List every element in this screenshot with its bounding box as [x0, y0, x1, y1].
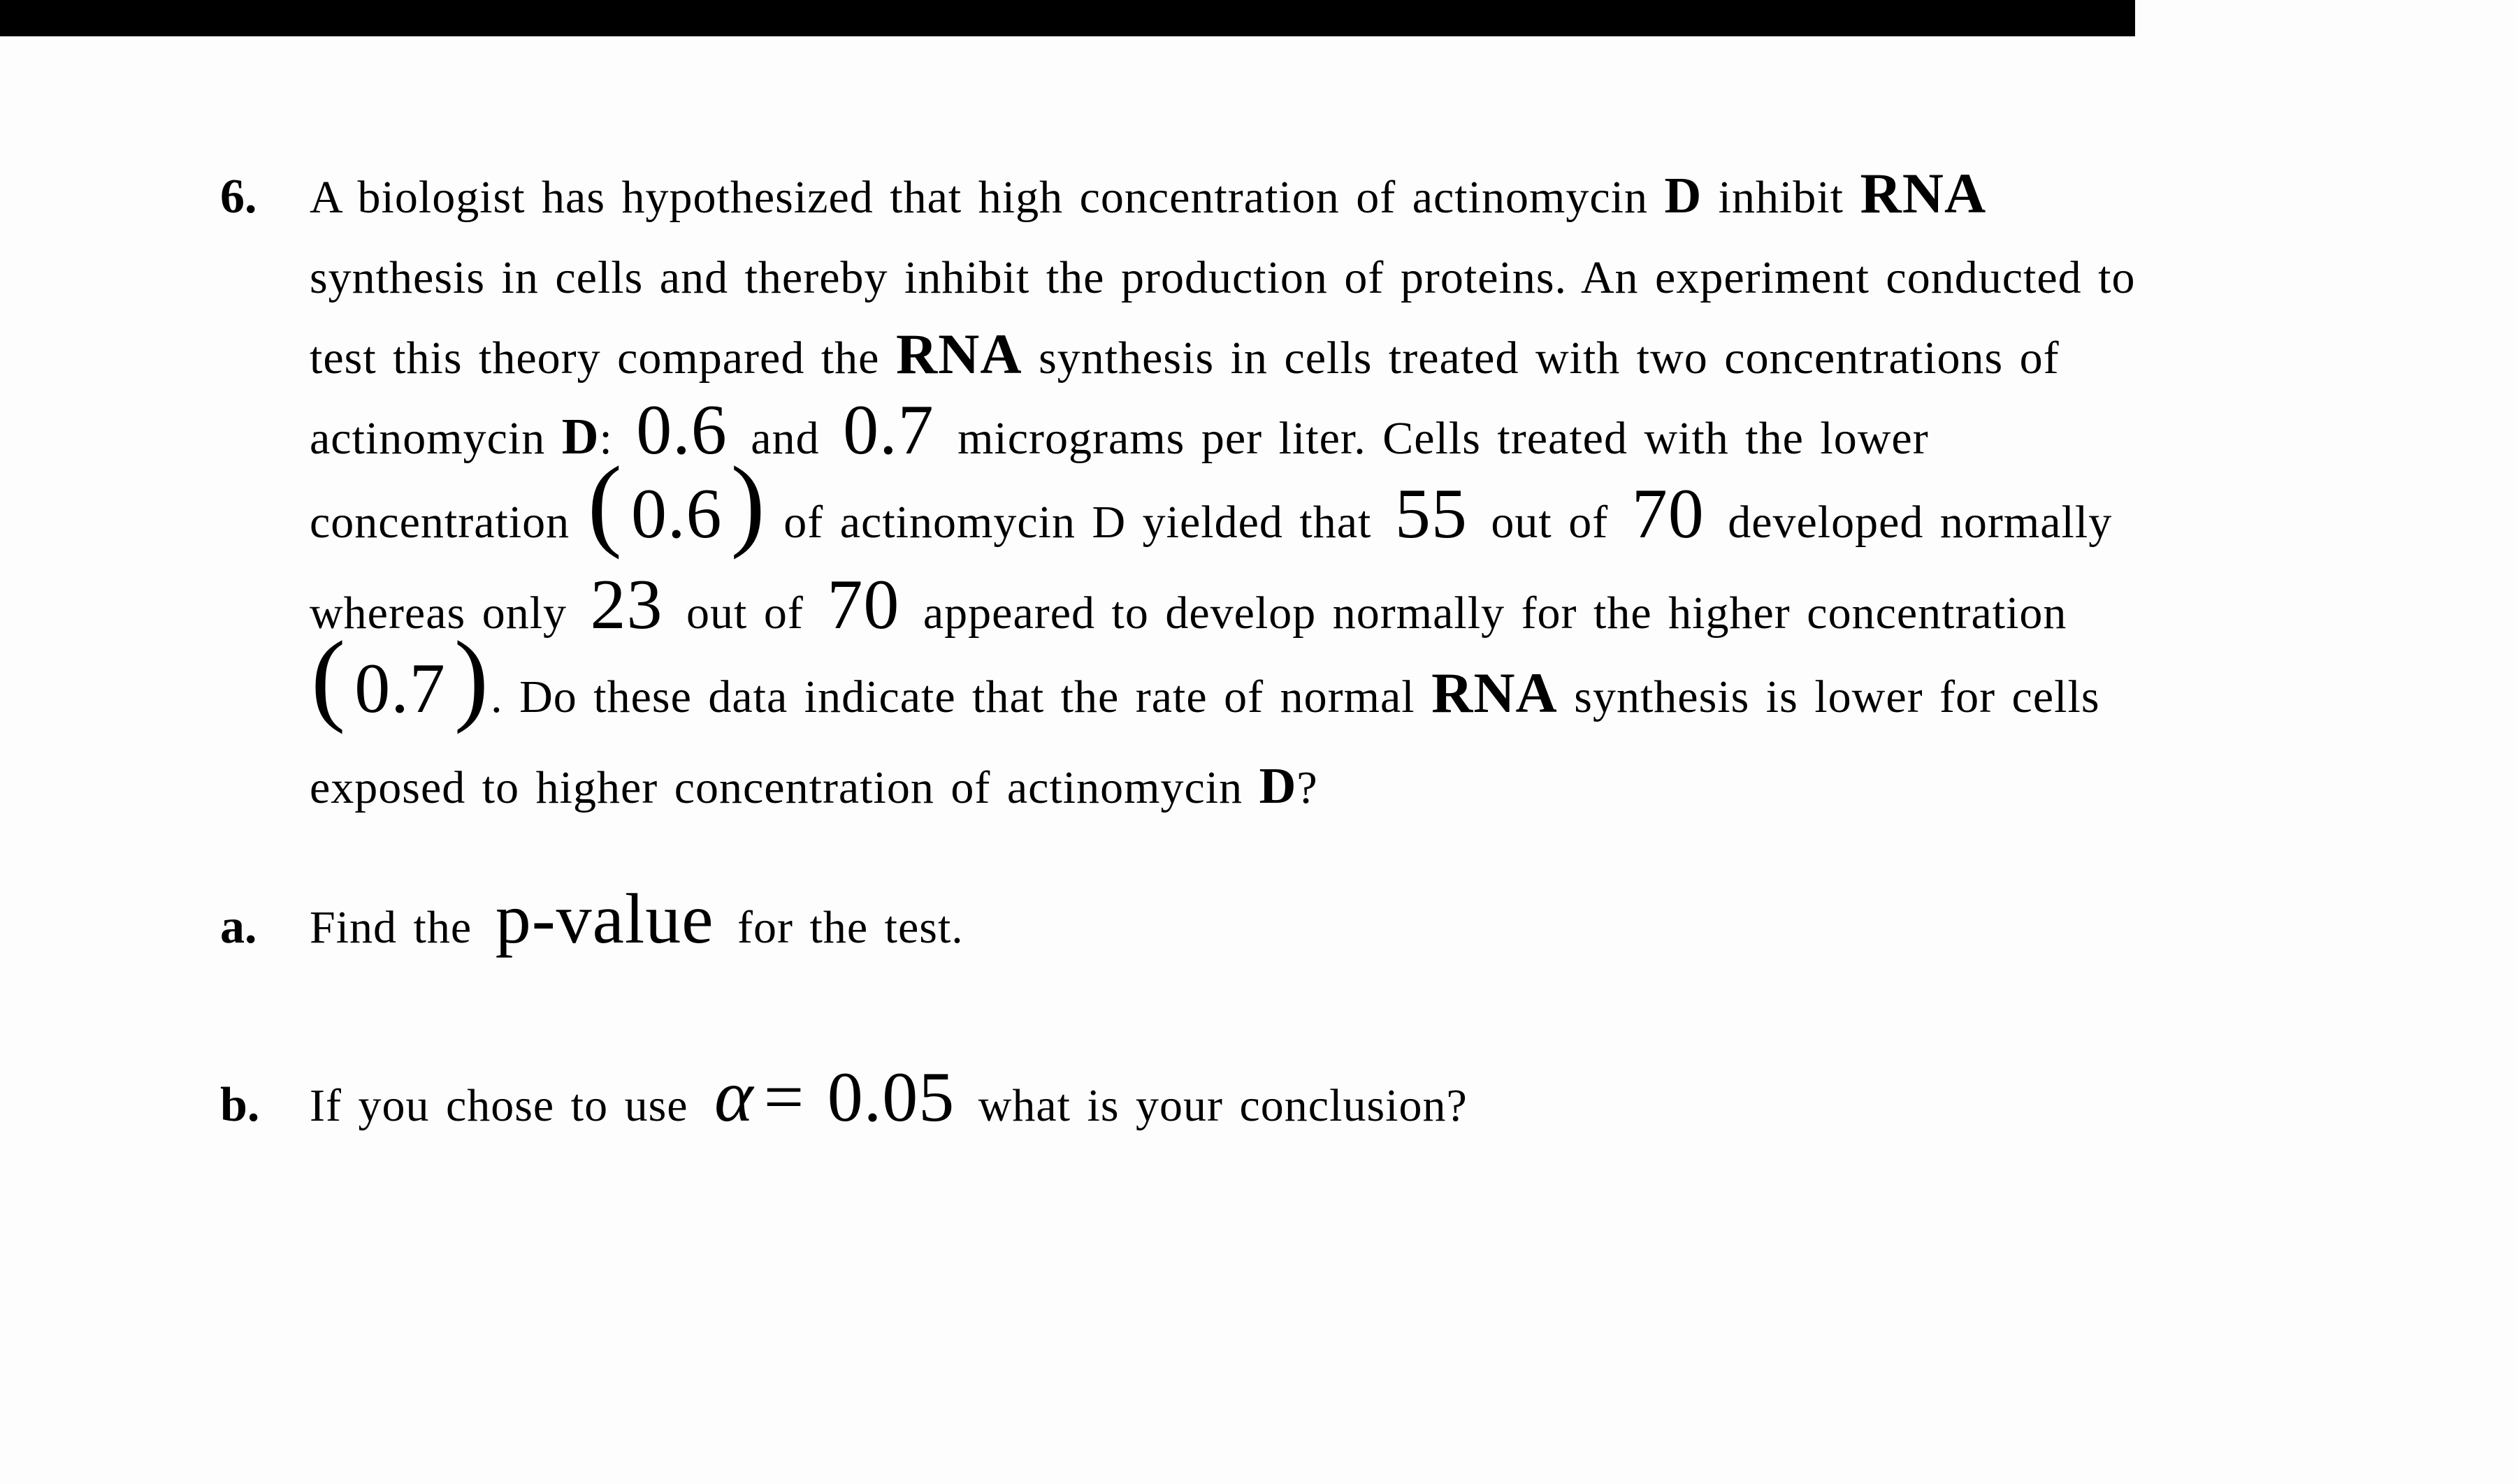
body-text-run: . Do these data indicate that the rate of normal	[491, 671, 1432, 722]
body-text-run: and	[734, 413, 837, 464]
bold-term-run: D	[1664, 167, 1702, 224]
body-text-run: actinomycin	[310, 413, 562, 464]
text-line-1: 6. A biologist has hypothesized that high concentration of actinomycin D inhibit RNA	[220, 161, 1987, 225]
math-number-run: p-value	[495, 880, 714, 959]
body-text-run: Find the	[310, 902, 489, 953]
stretched-paren-run: )	[454, 620, 490, 735]
math-number-run: = 0.05	[763, 1058, 955, 1137]
body-text-run: developed normally	[1711, 497, 2113, 548]
bold-term-run: RNA	[895, 322, 1022, 386]
stretched-paren-run: (	[311, 620, 347, 735]
body-text-run: inhibit	[1702, 172, 1860, 223]
math-number-run: 70	[1631, 474, 1705, 553]
text-line-2	[310, 252, 2136, 303]
body-text-run: If you chose to use	[310, 1080, 705, 1131]
body-text-run: appeared to develop normally for the higher concentration	[906, 588, 2067, 639]
body-text-run: A biologist has hypothesized that high concentration of actinomycin	[310, 172, 1665, 223]
body-text-run: test this theory compared the	[310, 333, 896, 384]
text-line-7	[310, 620, 2100, 735]
bold-term-run: D	[1259, 757, 1297, 814]
scan-artifact-bar	[0, 0, 2135, 36]
text-line-10: b. If you chose to use α = 0.05 what is your conclusion?	[220, 1055, 1468, 1137]
body-text-run: synthesis in cells treated with two concentrations of	[1022, 333, 2060, 384]
body-text-run: whereas only	[310, 588, 584, 639]
body-text-run: synthesis is lower for cells	[1557, 671, 2100, 722]
math-number-run: 0.7	[354, 649, 446, 728]
body-text-run: :	[599, 413, 630, 464]
text-line-8	[310, 757, 1318, 814]
stretched-paren-run: )	[730, 446, 766, 560]
math-number-run: 0.6	[630, 474, 723, 553]
math-number-run: 70	[827, 565, 900, 644]
body-text-run: concentration	[310, 497, 586, 548]
bold-term-run: RNA	[1860, 161, 1987, 225]
math-number-run: 0.6	[636, 391, 728, 470]
body-text-run: synthesis in cells and thereby inhibit the production of proteins. An experiment conducted to	[310, 252, 2136, 303]
math-number-run: 23	[590, 565, 663, 644]
text-line-6	[310, 565, 2067, 644]
body-text-run: ?	[1296, 762, 1318, 813]
math-number-run: 55	[1394, 474, 1468, 553]
text-line-5	[310, 446, 2113, 560]
body-text-run: out of	[1474, 497, 1625, 548]
body-text-run: out of	[670, 588, 820, 639]
bold-term-run: RNA	[1431, 661, 1558, 725]
body-text-run: micrograms per liter. Cells treated with the lower	[941, 413, 1929, 464]
alpha-symbol-run: α	[714, 1055, 754, 1137]
body-text-run: exposed to higher concentration of actinomycin	[310, 762, 1259, 813]
stretched-paren-run: (	[587, 446, 623, 560]
math-number-run: 0.7	[843, 391, 934, 470]
bold-term-run: D	[561, 408, 600, 465]
body-text-run: what is your conclusion?	[962, 1080, 1468, 1131]
text-line-3	[310, 322, 2060, 386]
text-line-9: a. Find the p-value for the test.	[220, 880, 964, 959]
body-text-run: for the test.	[721, 902, 964, 953]
text-line-4	[310, 391, 1929, 470]
body-text-run: of actinomycin D yielded that	[767, 497, 1388, 548]
